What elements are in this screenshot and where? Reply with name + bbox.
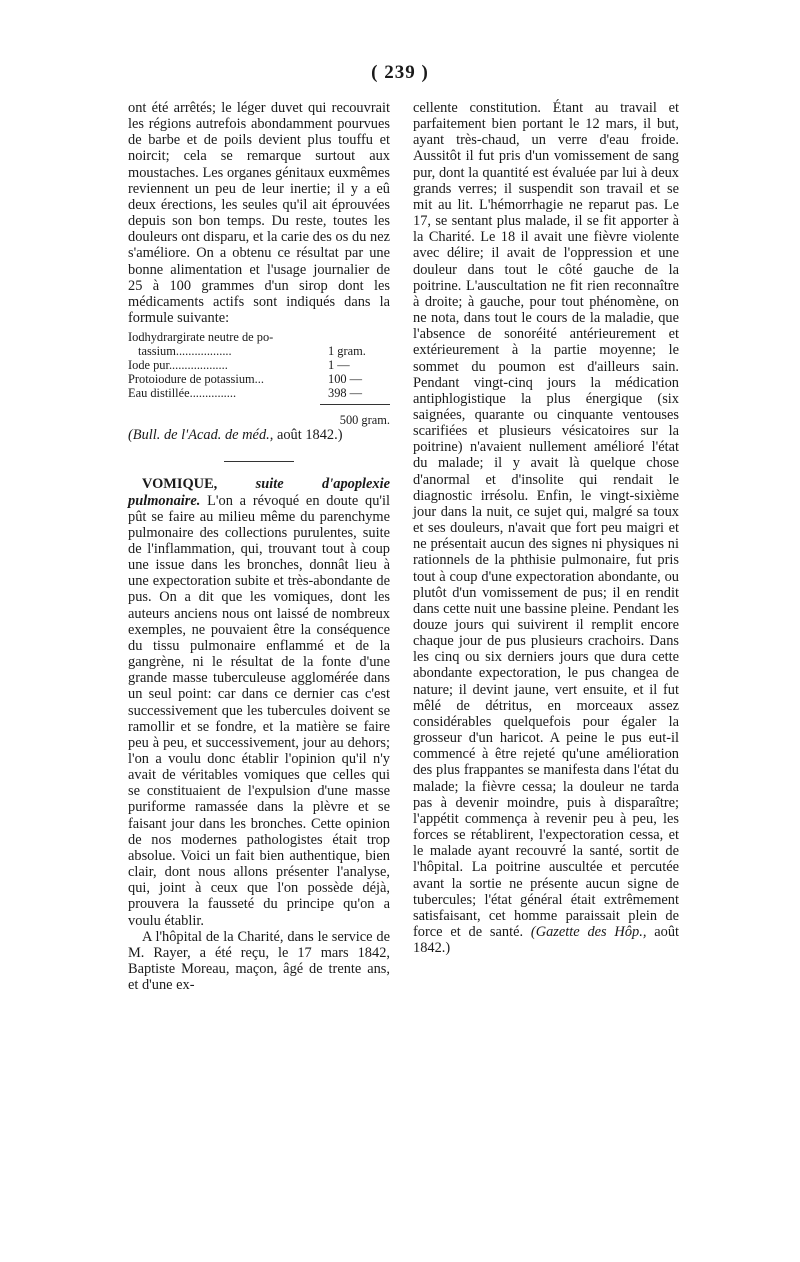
citation-date: août 1842.) <box>276 427 343 444</box>
right-column <box>413 100 679 956</box>
formula-row <box>128 386 390 400</box>
formula-item-name: Eau distillée............... <box>128 386 237 401</box>
right-paragraph-1 <box>413 100 679 956</box>
vomique-paragraph <box>128 476 390 928</box>
formula-item-name: Protoiodure de potassium... <box>128 372 264 387</box>
formula-item-qty: 1 gram. <box>328 344 366 359</box>
left-column <box>128 100 390 993</box>
formula-table <box>128 330 390 427</box>
vomique-heading: VOMIQUE, <box>142 476 218 493</box>
vomique-subtitle: suite d'apoplexie pulmonaire. <box>128 476 390 509</box>
page-number: ( 239 ) <box>371 62 429 83</box>
formula-item-qty: 100 — <box>328 372 363 387</box>
vomique-body: L'on a révoqué en doute qu'il pût se faire au milieu même du parenchyme pulmonaire des collections purulentes, suite de l'inflammation, qui, trouvant tout à coup une issue dans les bronches, donnât lieu à une expectoration subite et très-abondante de pus. On a dit que les vomiques, dont les auteurs anciens nous ont laissé de nombreux exemples, ne pouvaient être la conséquence du tissu pulmonaire enflammé et de la gangrène, ni le résultat de la fonte d'une grande masse tuberculeuse agglomérée dans un seul point: car dans ce dernier cas c'est successivement que les tubercules doivent se ramollir et se fondre, et la matière se faire peu à peu, et successivement, jour au dehors; l'on a voulu donc établir l'opinion qu'il n'y avait de véritables vomiques que celles qui se constituaient de l'expulsion d'une masse puriforme ramassée dans la plèvre et se faisant jour dans les bronches. Cette opinion de nos modernes pathologistes était trop absolue. Voici un fait bien authentique, bien clair, dont nous allons présenter l'analyse, qui, joint à ceux que l'on possède déjà, prouvera la fausseté du principe qu'on a voulu établir. <box>128 492 390 929</box>
formula-item-name: Iode pur................... <box>128 358 228 373</box>
formula-item-qty: 398 — <box>328 386 363 401</box>
formula-item-qty: 1 — <box>328 358 350 373</box>
left-paragraph-3: A l'hôpital de la Charité, dans le service de M. Rayer, a été reçu, le 17 mars 1842, Baptiste Moreau, maçon, âgé de trente ans, et d'une ex- <box>128 928 390 994</box>
section-divider <box>224 461 294 462</box>
left-paragraph-1: ont été arrêtés; le léger duvet qui recouvrait les régions autrefois abondamment pourvues de barbe et de poils devient plus touffu et noircit; cela se remarque surtout aux moustaches. Les organes génitaux euxmêmes reviennent un peu de leur inertie; il y a eû deux érections, les seules qu'il ait éprouvées depuis son bon temps. Du reste, toutes les douleurs ont disparu, et la carie des os du nez s'améliore. On a obtenu ce résultat par une bonne alimentation et l'usage journalier de 25 à 100 grammes d'un sirop dont les médicaments actifs sont indiqués dans la formule suivante: <box>128 100 390 327</box>
formula-item-qty <box>328 330 390 344</box>
citation-bulletin <box>128 427 390 443</box>
citation-gazette-date: août 1842.) <box>413 923 680 957</box>
right-body: cellente constitution. Étant au travail et parfaitement bien portant le 12 mars, il but, ayant très-chaud, un verre d'eau froide. Aussitôt il fut pris d'un vomissement de sang pur, dont la quantité est évaluée par lui à deux grands verres; il suspendit son travail et se mit au lit. L'hémorrhagie ne reparut pas. Le 17, se sentant plus malade, il se fit apporter à la Charité. Le 18 il avait une fièvre violente avec délire; il avait de l'oppression et une douleur dans tout le côté gauche de la poitrine. L'auscultation ne fit rien reconnaître à droite; à gauche, pour tout phénomène, on ne nota, dans tout le cours de la maladie, que l'absence de sonoréité antérieurement et extérieurement à la partie moyenne; le sommet du poumon est d'ailleurs sain. Pendant vingt-cinq jours la médication antiphlogistique la plus énergique (six saignées, quarante ou cinquante ventouses scarifiées et plusieurs vésicatoires sur la poitrine) n'avaient nullement amélioré l'état du malade; il y avait là quelque chose d'anormal et d'insolite qui rendait le diagnostic irrésolu. Enfin, le vingt-sixième jour dans la nuit, ce sujet qui, malgré sa toux et ses douleurs, n'avait que fort peu maigri et ne présentait aucun des signes ni physiques ni rationnels de la phthisie pulmonaire, fut pris tout à coup d'une expectoration abondante, ou plutôt d'un vomissement de pus; il en rendit dans cette nuit une bassine pleine. Pendant les douze jours qui suivirent il remplit encore chaque jour de pus plusieurs crachoirs. Dans les cinq ou six derniers jours que dura cette abondante expectoration, le pus changea de nature; il devint jaune, vert ensuite, et il fut mêlé de détritus, en morceaux assez considérables quelquefois pour égaler la grosseur d'un haricot. A peine le pus eut-il commencé à être rejeté qu'une amélioration des plus frappantes se manifesta dans l'état du malade; la fièvre cessa; la douleur ne tarda pas à devenir moindre, puis à disparaître; l'appétit commença à revenir peu à peu, les forces se rétablirent, l'expectoration cessa, et le malade ayant recouvré la santé, sortit de l'hôpital. La poitrine auscultée et percutée avant la sortie ne présente aucun signe de tubercules; l'état général était extrêmement satisfaisant, cet homme paraissait plein de force et de santé. <box>413 100 679 940</box>
formula-total-rule <box>320 404 390 405</box>
citation-journal: (Bull. de l'Acad. de méd., <box>128 427 274 444</box>
citation-gazette-journal: (Gazette des Hôp., <box>530 923 647 940</box>
formula-item-name: tassium.................. <box>138 344 232 359</box>
formula-row <box>128 344 390 358</box>
formula-row <box>128 330 390 344</box>
formula-row <box>128 372 390 386</box>
formula-row <box>128 358 390 372</box>
formula-total: 500 gram. <box>339 413 390 428</box>
formula-item-name: Iodhydrargirate neutre de po- <box>128 330 274 345</box>
